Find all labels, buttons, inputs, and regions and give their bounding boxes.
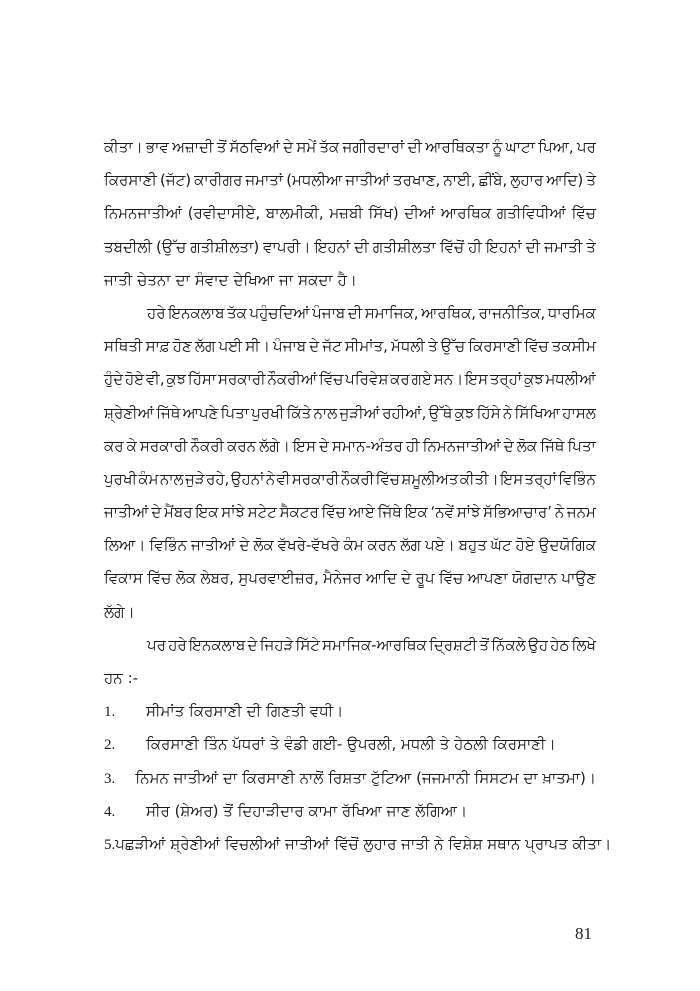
word: ਦੇ (239, 536, 250, 555)
word: ਨਿਮਨਜਾਤੀਆਂ (104, 204, 183, 223)
word: ਭਾਵ (145, 138, 169, 156)
text-line (104, 200, 596, 233)
word: ਜਾਤੀਆਂ (104, 503, 149, 522)
word: ਹਿੱਸੇ (476, 403, 501, 422)
word: ਵਿਕਾਸ (104, 569, 143, 588)
word: ਲੱਗੇ। (259, 436, 290, 455)
text-line (104, 632, 596, 665)
text-line (104, 599, 596, 632)
word: ਕਰਨ (367, 536, 397, 555)
word: ਧਾਰਮਿਕ (547, 303, 596, 322)
word: ਮੈਨੇਜਰ (323, 569, 362, 588)
word: (ਮਧਲੀਆ (286, 171, 343, 190)
word: ਵਿੱਚੋਂ (439, 237, 465, 256)
word: ਇਨਕਲਾਬ (188, 635, 246, 654)
word: ਸੈਕਟਰ (279, 503, 319, 522)
word: ਤੋਂ (479, 635, 489, 654)
word: ਵੱਖਰੇ-ਵੱਖਰੇ (277, 536, 340, 555)
word: ਨਾਈ, (443, 171, 476, 190)
word: (ਰਵੀਦਾਸੀਏ, (187, 204, 261, 223)
word: ਵਿੱਚ (321, 503, 346, 522)
list-text: ਪਛੜੀਆਂ ਸ਼੍ਰੇਣੀਆਂ ਵਿਚਲੀਆਂ ਜਾਤੀਆਂ ਵਿੱਚੋਂ ਲੁਹਾਰ ਜਾਤੀ ਨੇ ਵਿਸ਼ੇਸ਼ ਸਥਾਨ ਪ੍ਰਾਪਤ ਕੀਤਾ। (115, 834, 612, 853)
word: ਆਰਥਿਕਤਾ (425, 138, 490, 156)
word: ਕਰਨ (227, 436, 257, 455)
word: ਜਿਹੜੇ (259, 635, 294, 654)
word: ਕੰਮ (343, 536, 364, 555)
text-line (104, 499, 596, 532)
word: ਵਿੱਚ (571, 204, 596, 223)
word: ਲੱਗੇ। (104, 602, 135, 621)
word: ਪਿਤਾ (567, 436, 596, 455)
word: ਰੂਪ (415, 569, 435, 588)
word: ਪਰ (576, 138, 596, 156)
word: ਤੇ (586, 237, 596, 256)
word: ਹਾਸਲ (562, 403, 596, 422)
word: ਹੋਏ (124, 370, 145, 389)
word: ਮਧਲੀਆਂ (545, 370, 596, 389)
word: ਸਿੱਖ) (368, 204, 399, 223)
text-line (104, 433, 596, 466)
word: ਵੀ (276, 469, 291, 488)
text-line (104, 665, 596, 698)
paragraph (104, 134, 596, 300)
word: ਦੇ (319, 436, 329, 455)
word: ਤਕਸੀਮ (551, 337, 596, 356)
word: ਹਿੱਸਾ (187, 370, 217, 389)
word: ਹੋਏ (515, 536, 535, 555)
word: ਚੇਤਨਾ (137, 270, 171, 289)
list-item (104, 831, 612, 864)
word: ਦੀਆਂ (404, 204, 436, 223)
word: ਜਮਾਤਾਂ (245, 171, 284, 190)
word: ਜਗੀਰਦਾਰਾਂ (342, 138, 405, 156)
word: ਸੀ। (245, 337, 270, 356)
word: ਇਹਨਾਂ (485, 237, 522, 256)
word: ਬਾਲਮੀਕੀ, (265, 204, 324, 223)
body-text (104, 134, 612, 864)
word: ਦੇ (503, 436, 514, 455)
word: ਸਾਫ਼ (145, 337, 170, 356)
word: ਵਿੱਚ (524, 337, 549, 356)
text-line (104, 333, 596, 366)
word: ਵਿੱਚ (375, 469, 400, 488)
word: ਕੀਤਾ। (104, 138, 143, 156)
word: ਦਾ (175, 270, 190, 289)
word: ਵਾਪਰੀ। (263, 237, 311, 256)
word: ਨੇ (265, 469, 276, 488)
word: ਲੱਗ (400, 536, 421, 555)
list-text: ਕਿਰਸਾਣੀ ਤਿੰਨ ਪੱਧਰਾਂ ਤੇ ਵੰਡੀ ਗਈ- ਉਪਰਲੀ, ਮਧਲੀ ਤੇ ਹੇਠਲੀ ਕਿਰਸਾਣੀ। (146, 735, 556, 754)
word: ਸ਼ਮੂਲੀਅਤ (401, 469, 459, 488)
word: ਇਕ (195, 503, 219, 522)
list-text: ਸੀਮਾਂਤ ਕਿਰਸਾਣੀ ਦੀ ਗਿਣਤੀ ਵਧੀ। (146, 702, 344, 721)
word: ਹੀ (405, 436, 420, 455)
list-number: 3. (104, 770, 116, 787)
word: ਤਰ੍ਹਾਂ (489, 370, 523, 389)
list-number: 5. (104, 836, 116, 853)
word: ਸਟੇਟ (247, 503, 277, 522)
word: ਲੁਹਾਰ (510, 171, 544, 190)
word: ਲੇਬਰ, (200, 569, 235, 588)
word: ਕੁਝ (454, 403, 475, 422)
list-text: ਨਿਮਨ ਜਾਤੀਆਂ ਦਾ ਕਿਰਸਾਣੀ ਨਾਲੋਂ ਰਿਸ਼ਤਾ ਟੁੱਟਿਆ (ਜਜਮਾਨੀ ਸਿਸਟਮ ਦਾ ਖ਼ਾਤਮਾ)। (135, 768, 596, 787)
word: ਆਪਣੇ (182, 403, 219, 422)
word: ਪਏ। (424, 536, 455, 555)
word: ਨੌਕਰੀ (340, 469, 375, 488)
word: ਜਾ (279, 270, 294, 289)
word: ਸਾਂਝੇ (456, 503, 481, 522)
word: ਕਰ (104, 436, 124, 455)
word: ਜੱਟ (322, 337, 342, 356)
text-line (104, 400, 596, 433)
list-text: ਸੀਰ (ਸ਼ੇਅਰ) ਤੋਂ ਦਿਹਾੜੀਦਾਰ ਕਾਮਾ ਰੱਖਿਆ ਜਾਣ ਲੱਗਿਆ। (146, 801, 468, 820)
word: ‘ਨਵੇਂ (430, 503, 455, 522)
word: ਲਿਆ। (104, 536, 146, 555)
word: ਜਿੱਥੇ (156, 403, 181, 422)
word: ਉਹ (527, 635, 549, 654)
word: ਸਰਕਾਰੀ (291, 469, 340, 488)
text-line (104, 300, 596, 333)
word: ਗਤੀਸ਼ੀਲਤਾ (372, 237, 436, 256)
word: ਸਕਦਾ (298, 270, 333, 289)
word: ਜਿੱਥੇ (377, 503, 402, 522)
word: ਪਿਆ, (538, 138, 574, 156)
word: ਜਾਤੀਆਂ (345, 171, 390, 190)
word: ਕਿੱਤੇ (286, 403, 312, 422)
word: ਆਏ (348, 503, 375, 522)
word: ਵਿੱਚ (147, 569, 172, 588)
word: ਨੂੰ (492, 138, 503, 156)
word: ਦੀ (354, 237, 369, 256)
word: ਤੇ (586, 171, 596, 190)
word: ਦੇ (283, 138, 294, 156)
word: ਪਹੁੰਚਦਿਆਂ (249, 303, 310, 322)
text-line (104, 134, 596, 167)
word: ਸਮੇਂ (296, 138, 317, 156)
word: ਸਨ। (433, 370, 464, 389)
word: ਪਰ (147, 635, 166, 654)
word: ਦੇਖਿਆ (233, 270, 275, 289)
list-item (104, 731, 596, 764)
word: ਜਾਤੀਆਂ (190, 536, 236, 555)
word: ਮਜ਼ਬੀ (329, 204, 363, 223)
word: ਬਹੁਤ (458, 536, 487, 555)
word: ਵਿਭਿੰਨ (558, 469, 596, 488)
word: ਤੱਕ (227, 303, 247, 322)
text-line (104, 532, 596, 565)
word: ਇਸ (500, 469, 524, 488)
word: ਲਿਖੇ (571, 635, 596, 654)
word: ਪਿਤਾ (220, 403, 249, 422)
text-line (104, 366, 596, 399)
word: ਜੁੜੀਆਂ (339, 403, 380, 422)
word: ਉਦਯੋਗਿਕ (538, 536, 596, 555)
word: ਯੋਗਦਾਨ (512, 569, 558, 588)
word: ਵਿਭਿੰਨ (149, 536, 187, 555)
word: ਜੁੜੇ (185, 469, 205, 488)
word: ਨਾਲ (313, 403, 338, 422)
word: ਜਾਤੀ (104, 270, 133, 289)
word: ਸਮਾਜਿਕ-ਆਰਥਿਕ (322, 635, 427, 654)
word: ਨਿੱਕਲੇ (491, 635, 526, 654)
word: ਘੱਟ (490, 536, 512, 555)
paragraph (104, 300, 596, 632)
text-line (104, 466, 596, 499)
word: (ਜੱਟ) (159, 171, 192, 190)
word: ਪਰਿਵੇਸ਼ (345, 370, 389, 389)
word: ਸਿੱਖਿਆ (514, 403, 560, 422)
list-item (104, 698, 596, 731)
word: ਸੰਵਾਦ (194, 270, 229, 289)
word: ਦੇ (309, 337, 320, 356)
word: ਦੇ (247, 635, 258, 654)
word: ਸਰਕਾਰੀ (139, 436, 188, 455)
text-line (104, 565, 596, 598)
word: ਸਮਾਨ-ਅੰਤਰ (332, 436, 403, 455)
word: ਹੋਣ (172, 337, 192, 356)
word: ਉਹਨਾਂ (230, 469, 265, 488)
word: ਹਨ (104, 669, 123, 687)
word: ਆਰਥਿਕ, (421, 303, 477, 322)
word: ਨੇ (554, 503, 565, 522)
word: ਇਨਕਲਾਬ (168, 303, 225, 322)
word: ਸਿੱਟੇ (295, 635, 320, 654)
word: ਤੇ (428, 337, 438, 356)
word: ਸੱਭਿਆਚਾਰ’ (483, 503, 552, 522)
word: ਦੇ (401, 569, 412, 588)
word: ਇਹਨਾਂ (314, 237, 351, 256)
word: ਪਈ (218, 337, 243, 356)
word: ਦੀ (347, 303, 363, 322)
word: ਹਰੇ (168, 635, 187, 654)
word: ਲੱਗ (194, 337, 216, 356)
word: ਇਸ (464, 370, 489, 389)
word: ਕੁਝ (523, 370, 544, 389)
word: ਰਹੇ, (206, 469, 230, 488)
word: ਨੌਕਰੀ (190, 436, 225, 455)
word: ਕਾਰੀਗਰ (194, 171, 243, 190)
page-number: 81 (575, 924, 592, 943)
word: ਰਾਜਨੀਤਿਕ, (478, 303, 546, 322)
word: ਮੈਂਬਰ (163, 503, 193, 522)
word: ਗਏ (411, 370, 432, 389)
word: ਕਿਰਸਾਣੀ (468, 337, 522, 356)
word: ਸੁਪਰਵਾਈਜ਼ਰ, (238, 569, 319, 588)
word: ਦ੍ਰਿਸ਼ਟੀ (428, 635, 478, 654)
word: ਸੀਮਾਂਤ, (344, 337, 388, 356)
list-number: 4. (104, 803, 116, 820)
word: ਦੀ (525, 237, 541, 256)
word: ਕੀਤੀ। (459, 469, 499, 488)
word: ਨੌਕਰੀਆਂ (267, 370, 318, 389)
word: ਸੱਠਵਿਆਂ (229, 138, 280, 156)
text-line (104, 167, 596, 200)
word: ਵਿੱਚ (438, 569, 464, 588)
list-number: 1. (104, 704, 116, 721)
word: ਅਜ਼ਾਦੀ (172, 138, 214, 156)
word: ਹੈ। (337, 270, 357, 289)
word: ਹਰੇ (147, 303, 166, 322)
word: ਕਿਰਸਾਣੀ (104, 171, 157, 190)
text-line (104, 267, 596, 300)
word: (ਉੱਚ (156, 237, 187, 256)
word: ਜਿੱਥੇ (540, 436, 565, 455)
word: ਪੰਜਾਬ (273, 337, 307, 356)
word: ਸਾਂਝੇ (221, 503, 245, 522)
word: ਛੀਂਬੇ, (478, 171, 508, 190)
word: ਸਥਿਤੀ (104, 337, 143, 356)
word: ਹੀ (468, 237, 482, 256)
word: ਸ਼੍ਰੇਣੀਆਂ (104, 403, 154, 422)
word: ਹੇਠ (550, 635, 570, 654)
word: ਸਮਾਜਿਕ, (364, 303, 419, 322)
list-number: 2. (104, 737, 116, 754)
word: ਤਰ੍ਹਾਂ (524, 469, 557, 488)
word: ਘਾਟਾ (505, 138, 535, 156)
word: ਨਿਮਨਜਾਤੀਆਂ (422, 436, 501, 455)
word: ਲੋਕ (175, 569, 197, 588)
word: ਪੰਜਾਬ (312, 303, 346, 322)
paragraph (104, 632, 596, 698)
text-line (104, 234, 596, 267)
word: ਤੱਕ (319, 138, 340, 156)
word: ਲੋਕ (253, 536, 274, 555)
word: ਜਨਮ (566, 503, 596, 522)
word: ਗਤੀਸ਼ੀਲਤਾ) (190, 237, 260, 256)
word: ਤਰਖਾਣ, (393, 171, 441, 190)
word: ਵਿੱਚ (319, 370, 344, 389)
word: ਦੀ (407, 138, 423, 156)
word: ਉੱਚ (440, 337, 466, 356)
word: ਇਕ (404, 503, 428, 522)
word: ਆਦਿ) (546, 171, 584, 190)
word: ਮੱਧਲੀ (390, 337, 425, 356)
word: ਕਰ (390, 370, 410, 389)
word: ਹੁੰਦੇ (104, 370, 124, 389)
word: ਪੁਰਖੀ (251, 403, 285, 422)
word: ਜਮਾਤੀ (544, 237, 583, 256)
word: ਇਸ (292, 436, 316, 455)
list-item (104, 798, 596, 831)
word: ਪੁਰਖੀ (104, 469, 138, 488)
word: ਉੱਥੇ (428, 403, 453, 422)
word: ਆਪਣਾ (467, 569, 508, 588)
list-item (104, 765, 596, 798)
word: ਸਰਕਾਰੀ (218, 370, 266, 389)
word: ਆਦਿ (365, 569, 397, 588)
word: ਕੁਝ (166, 370, 187, 389)
word: ਕੰਮ (138, 469, 159, 488)
word: ਦੇ (151, 503, 162, 522)
word: :- (127, 669, 139, 687)
word: ਲੋਕ (516, 436, 538, 455)
word: ਆਰਥਿਕ (440, 204, 492, 223)
word: ਨੇ (502, 403, 513, 422)
word: ਵੀ, (145, 370, 165, 389)
word: ਨਾਲ (159, 469, 184, 488)
word: ਗਤੀਵਿਧੀਆਂ (496, 204, 566, 223)
word: ਪਾਉਣ (561, 569, 596, 588)
word: ਕੇ (126, 436, 137, 455)
word: ਰਹੀਆਂ, (382, 403, 427, 422)
word: ਤੋਂ (216, 138, 227, 156)
word: ਤਬਦੀਲੀ (104, 237, 153, 256)
